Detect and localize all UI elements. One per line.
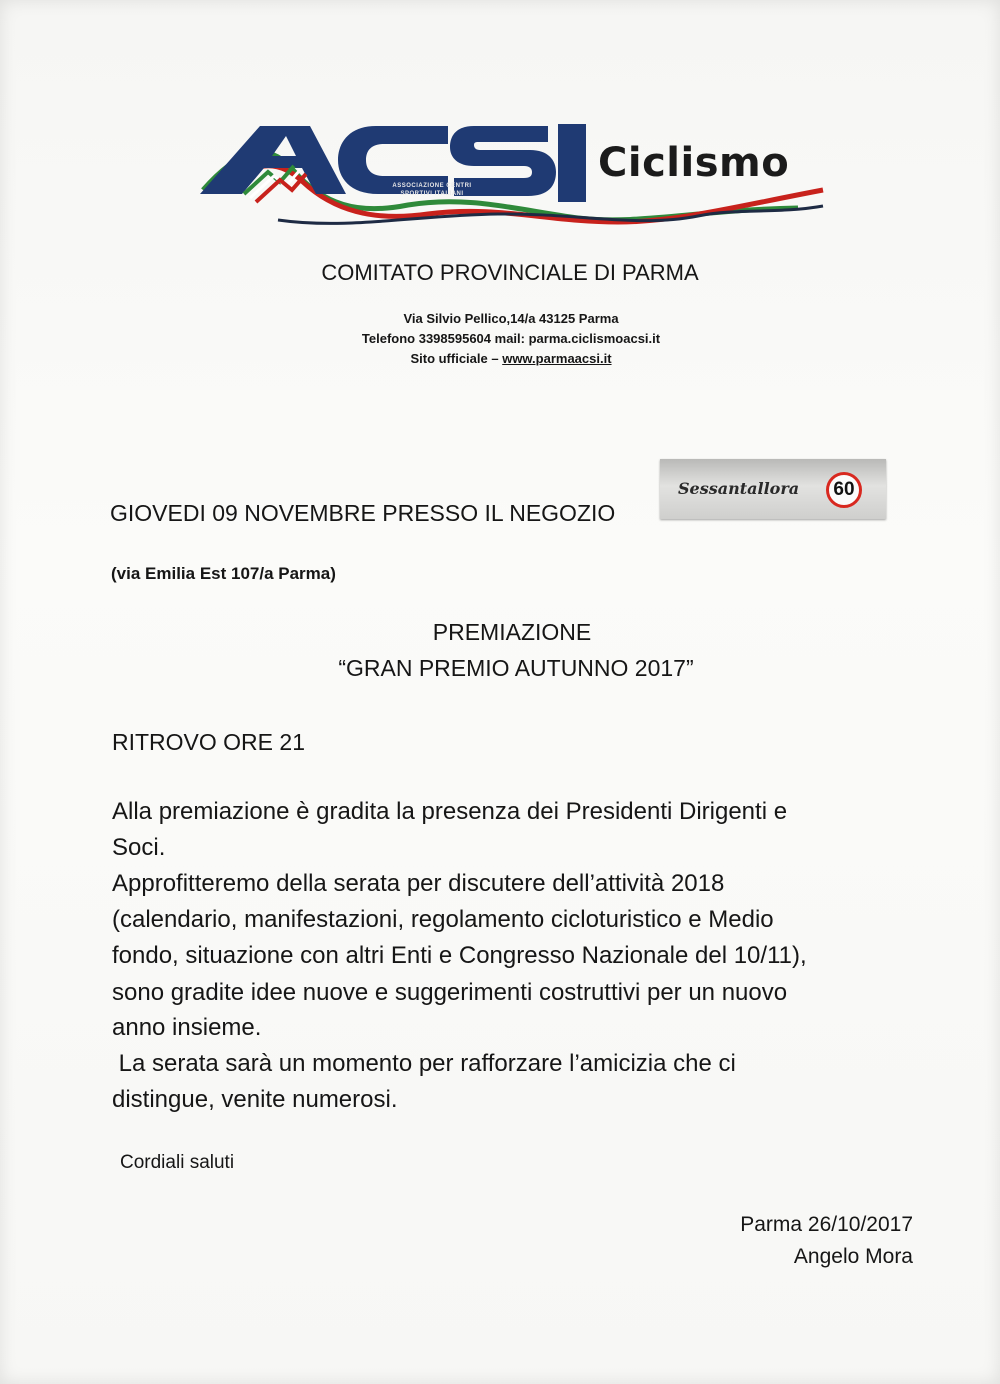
body-line: anno insieme. (112, 1014, 262, 1041)
event-location: (via Emilia Est 107/a Parma) (111, 564, 336, 583)
committee-title: COMITATO PROVINCIALE DI PARMA (321, 260, 699, 285)
body-line: La serata sarà un momento per rafforzare l’amicizia che ci (112, 1050, 736, 1077)
event-line: GIOVEDI 09 NOVEMBRE PRESSO IL NEGOZIO (110, 500, 616, 526)
website-label: Sito ufficiale – (410, 351, 503, 366)
title-line-2: “GRAN PREMIO AUTUNNO 2017” (338, 655, 694, 681)
website-line (0, 351, 1000, 366)
title-line-1: PREMIAZIONE (432, 619, 592, 645)
signature-name: Angelo Mora (793, 1245, 913, 1268)
meeting-time: RITROVO ORE 21 (112, 729, 305, 755)
body-line: sono gradite idee nuove e suggerimenti costruttivi per un nuovo (112, 979, 788, 1006)
body-line: fondo, situazione con altri Enti e Congresso Nazionale del 10/11), (112, 942, 807, 969)
body-line: (calendario, manifestazioni, regolamento cicloturistico e Medio (112, 906, 774, 933)
shop-badge-name: Sessantallora (678, 479, 800, 498)
logo-subtitle (352, 182, 512, 198)
logo-subtitle-line2: SPORTIVI ITALIANI (400, 191, 464, 197)
contact-line: Telefono 3398595604 mail: parma.ciclismoacsi.it (361, 331, 661, 346)
closing-greeting: Cordiali saluti (120, 1152, 235, 1173)
body-line: Approfitteremo della serata per discutere dell’attività 2018 (112, 870, 725, 897)
shop-badge (660, 459, 886, 519)
address-line: Via Silvio Pellico,14/a 43125 Parma (403, 311, 619, 326)
website-link[interactable]: www.parmaacsi.it (502, 351, 612, 366)
body-line: distingue, venite numerosi. (112, 1086, 398, 1113)
signature-date: Parma 26/10/2017 (740, 1213, 913, 1236)
logo-word: Ciclismo (598, 140, 790, 186)
body-line: Soci. (112, 834, 166, 861)
logo-letter-i (558, 124, 586, 202)
logo-subtitle-line1: ASSOCIAZIONE CENTRI (392, 183, 472, 189)
body-line: Alla premiazione è gradita la presenza dei Presidenti Dirigenti e (112, 798, 788, 825)
shop-badge-number: 60 (826, 472, 862, 508)
